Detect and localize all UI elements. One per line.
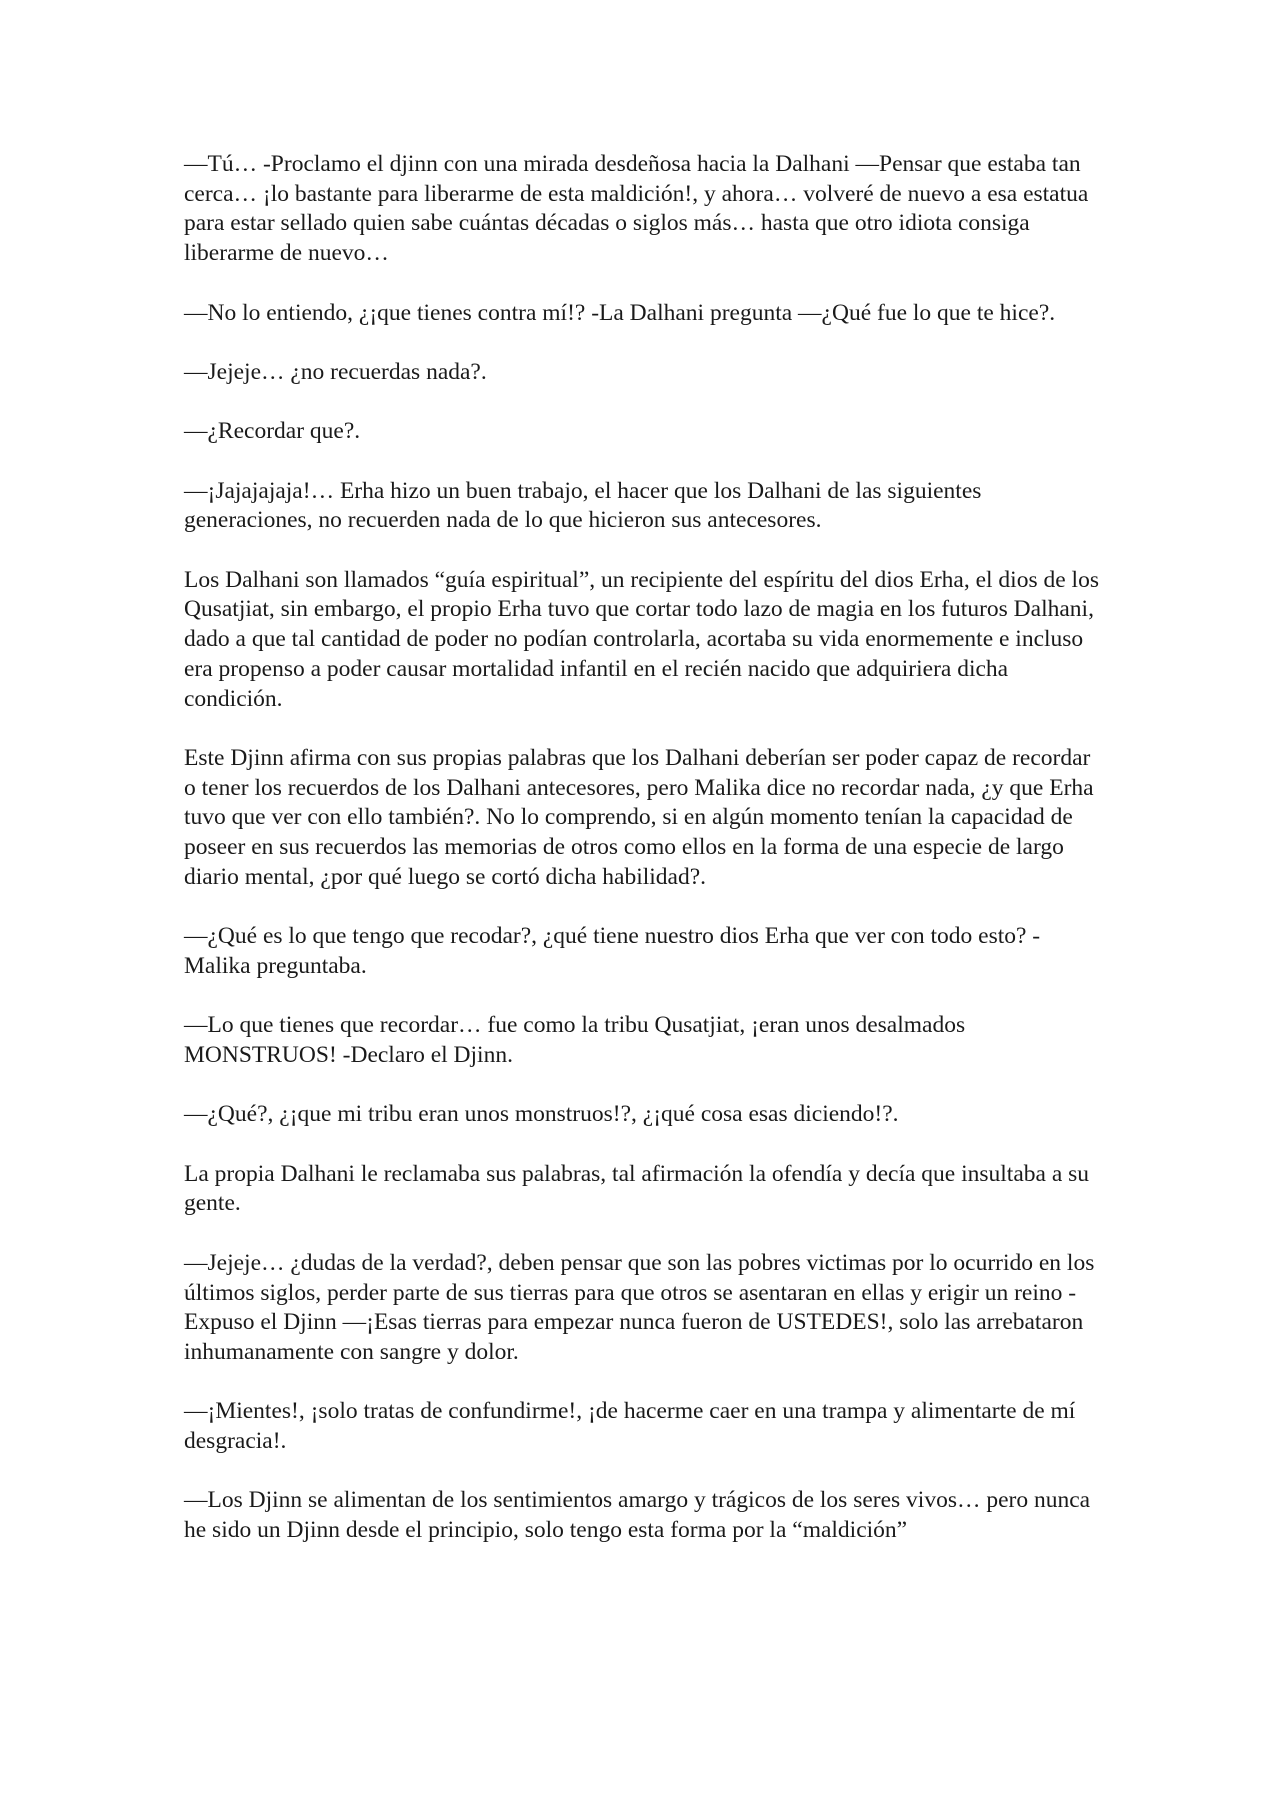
paragraph-8: —¿Qué es lo que tengo que recodar?, ¿qué tiene nuestro dios Erha que ver con todo esto? -Malika preguntaba. — [184, 923, 1041, 979]
paragraph-14: —Los Djinn se alimentan de los sentimientos amargo y trágicos de los seres vivos… pero nunca he sido un Djinn desde el principio, solo tengo esta forma por la “maldición” — [184, 1487, 1091, 1544]
paragraph-4: —¿Recordar que?. — [184, 418, 361, 445]
paragraph-5: —¡Jajajajaja!… Erha hizo un buen trabajo, el hacer que los Dalhani de las siguientes generaciones, no recuerden nada de lo que hicieron sus antecesores. — [184, 477, 982, 534]
paragraph-2: —No lo entiendo, ¿¡que tienes contra mí!? -La Dalhani pregunta —¿Qué fue lo que te hice?. — [184, 299, 1056, 326]
paragraph-9: —Lo que tienes que recordar… fue como la tribu Qusatjiat, ¡eran unos desalmados MONSTRUOS! -Declaro el Djinn. — [184, 1012, 966, 1068]
paragraph-1: —Tú… -Proclamo el djinn con una mirada desdeñosa hacia la Dalhani —Pensar que estaba tan cerca… ¡lo bastante para liberarme de esta maldición!, y ahora… volveré de nuevo a esa estatua para estar sellado quien sabe cuántas décadas o siglos más… hasta que otro idiota consiga liberarme de nuevo… — [184, 151, 1089, 267]
paragraph-11: La propia Dalhani le reclamaba sus palabras, tal afirmación la ofendía y decía que insultaba a su gente. — [184, 1160, 1090, 1217]
paragraph-6: Los Dalhani son llamados “guía espiritual”, un recipiente del espíritu del dios Erha, el dios de los Qusatjiat, sin embargo, el propio Erha tuvo que cortar todo lazo de magia en los futuros Dalhani, dado a que tal cantidad de poder no podían controlarla, acortaba su vida enormemente e incluso era propenso a poder causar mortalidad infantil en el recién nacido que adquiriera dicha condición. — [184, 566, 1099, 712]
document-body — [184, 150, 1100, 1546]
paragraph-7: Este Djinn afirma con sus propias palabras que los Dalhani deberían ser poder capaz de recordar o tener los recuerdos de los Dalhani antecesores, pero Malika dice no recordar nada, ¿y que Erha tuvo que ver con ello también?. No lo comprendo, si en algún momento tenían la capacidad de poseer en sus recuerdos las memorias de otros como ellos en la forma de una especie de largo diario mental, ¿por qué luego se cortó dicha habilidad?. — [184, 744, 1094, 890]
paragraph-3: —Jejeje… ¿no recuerdas nada?. — [184, 358, 487, 385]
paragraph-12: —Jejeje… ¿dudas de la verdad?, deben pensar que son las pobres victimas por lo ocurrido en los últimos siglos, perder parte de sus tierras para que otros se asentaran en ellas y erigir un reino -Expuso el Djinn —¡Esas tierras para empezar nunca fueron de USTEDES!, solo las arrebataron inhumanamente con sangre y dolor. — [184, 1249, 1095, 1365]
paragraph-13: —¡Mientes!, ¡solo tratas de confundirme!, ¡de hacerme caer en una trampa y alimentarte de mí desgracia!. — [184, 1398, 1076, 1455]
paragraph-10: —¿Qué?, ¿¡que mi tribu eran unos monstruos!?, ¿¡qué cosa esas diciendo!?. — [184, 1101, 899, 1128]
